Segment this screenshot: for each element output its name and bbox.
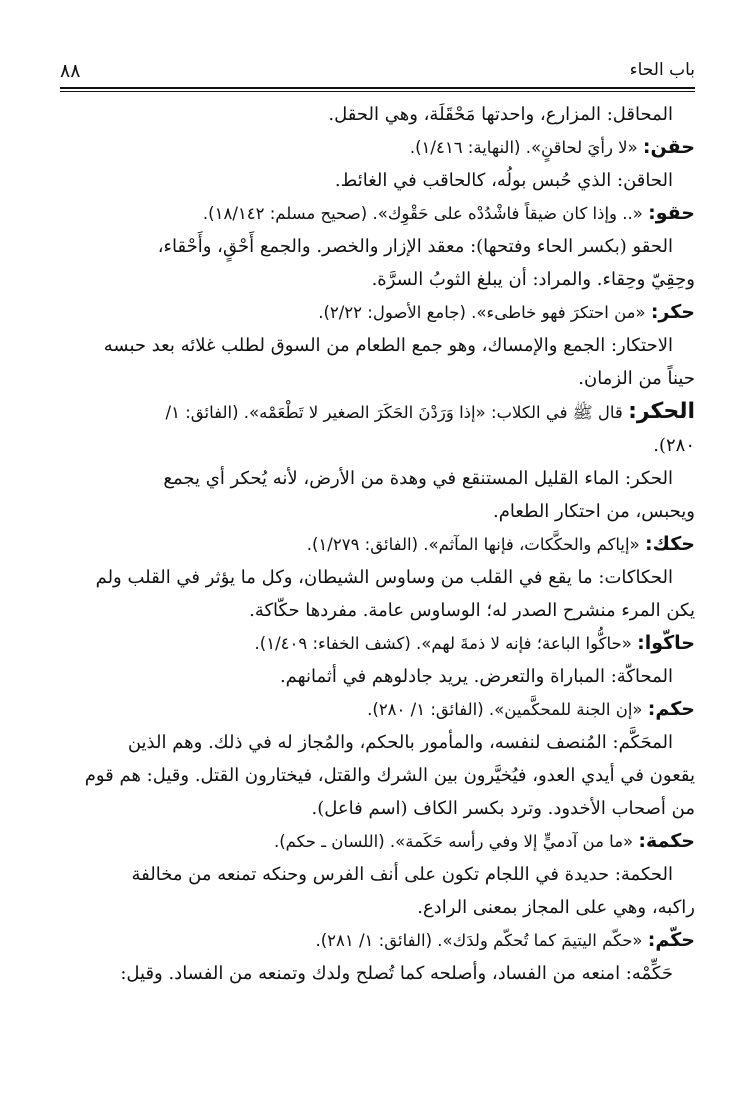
entry-line — [60, 131, 695, 164]
continuation-line: راكبه، وهي على المجاز بمعنى الرادع. — [417, 897, 695, 918]
entry-line — [60, 395, 695, 429]
continuation-line: من أصحاب الأخدود. وترد بكسر الكاف (اسم فاعل). — [311, 798, 695, 819]
continuation-line: ٢٨٠). — [653, 435, 695, 456]
entry-quote: «ما من آدميٍّ إلا وفي رأسه حَكَمة». (اللسان ـ حكم). — [274, 832, 639, 851]
continuation-line: وحِقِيّ وحِقاء. والمراد: أن يبلغ الثوبُ السرَّة. — [371, 269, 695, 290]
header-rule-thick — [60, 87, 695, 89]
entry-line — [60, 693, 695, 726]
entry-quote: «إياكم والحكَّكات، فإنها المآثم». (الفائق: ١/٢٧٩). — [306, 535, 645, 554]
entry-quote: «إن الجنة للمحكَّمين». (الفائق: ١/ ٢٨٠). — [367, 700, 648, 719]
definition-line: الحكاكات: ما يقع في القلب من وساوس الشيطان، وكل ما يؤثر في القلب ولم — [95, 567, 673, 588]
page-body — [60, 98, 695, 990]
definition-line: الحكر: الماء القليل المستنقع في وهدة من الأرض، لأنه يُحكر أي يجمع — [163, 468, 673, 489]
entry-headword: حكمة: — [638, 830, 695, 852]
definition-line: المحاكّة: المباراة والتعرض. يريد جادلوهم في أثمانهم. — [279, 666, 673, 687]
entry-quote: «من احتكرَ فهو خاطىء». (جامع الأصول: ٢/٢٢). — [318, 303, 651, 322]
definition-line: المحاقل: المزارع، واحدتها مَحْقَلَة، وهي الحقل. — [328, 104, 673, 125]
entry-headword: حكم: — [647, 698, 695, 720]
continuation-line: ويحبس، من احتكار الطعام. — [493, 501, 695, 522]
definition-line: الاحتكار: الجمع والإمساك، وهو جمع الطعام من السوق لطلب غلائه بعد حبسه — [103, 335, 673, 356]
entry-headword: حاكّوا: — [637, 632, 695, 654]
entry-quote: «لا رأيَ لحاقنٍ». (النهاية: ١/٤١٦). — [409, 138, 643, 157]
entry-headword: حقن: — [642, 136, 695, 158]
chapter-title: باب الحاء — [629, 60, 695, 80]
definition-line: حَكِّمْه: امنعه من الفساد، وأصلحه كما تُصلح ولدك وتمنعه من الفساد. وقيل: — [120, 963, 673, 984]
definition-line: الحكمة: حديدة في اللجام تكون على أنف الفرس وحنكه تمنعه من مخالفة — [131, 864, 673, 885]
entry-line — [60, 197, 695, 230]
entry-line — [60, 528, 695, 561]
entry-quote: «.. وإذا كان ضيقاً فاشْدُدْه على حَقْوِك». (صحيح مسلم: ١٨/١٤٢). — [202, 204, 649, 223]
entry-line — [60, 924, 695, 957]
entry-quote: قال ﷺ في الكلاب: «إذا وَرَدْنَ الحَكَرَ الصغير لا تَطْعَمْه». (الفائق: ١/ — [165, 403, 629, 422]
entry-headword: حكك: — [644, 533, 695, 555]
page-header — [60, 58, 695, 88]
continuation-line: حيناً من الزمان. — [578, 368, 695, 389]
entry-headword: الحكر: — [628, 399, 695, 424]
entry-line — [60, 825, 695, 858]
entry-quote: «حكّم اليتيمَ كما تُحكّم ولدَك». (الفائق: ١/ ٢٨١). — [315, 931, 648, 950]
page-number: ٨٨ — [60, 60, 81, 82]
entry-quote: «حاكُّوا الباعة؛ فإنه لا ذمةَ لهم». (كشف الخفاء: ١/٤٠٩). — [254, 634, 638, 653]
entry-line — [60, 627, 695, 660]
entry-headword: حكّم: — [647, 929, 695, 951]
continuation-line: يكن المرء منشرح الصدر له؛ الوساوس عامة. مفردها حكّاكة. — [249, 600, 695, 621]
definition-line: المحَكَّم: المُنصف لنفسه، والمأمور بالحكم، والمُجاز له في ذلك. وهم الذين — [127, 732, 673, 753]
entry-headword: حكر: — [650, 301, 695, 323]
continuation-line: يقعون في أيدي العدو، فيُخيَّرون بين الشرك والقتل، فيختارون القتل. وقيل: هم قوم — [84, 765, 695, 786]
definition-line: الحاقن: الذي حُبس بولُه، كالحاقب في الغائط. — [334, 170, 673, 191]
definition-line: الحقو (بكسر الحاء وفتحها): معقد الإزار والخصر. والجمع أَحْقٍ، وأَحْقاء، — [157, 236, 673, 257]
entry-headword: حقو: — [648, 202, 695, 224]
header-rule-thin — [60, 91, 695, 92]
entry-line — [60, 296, 695, 329]
